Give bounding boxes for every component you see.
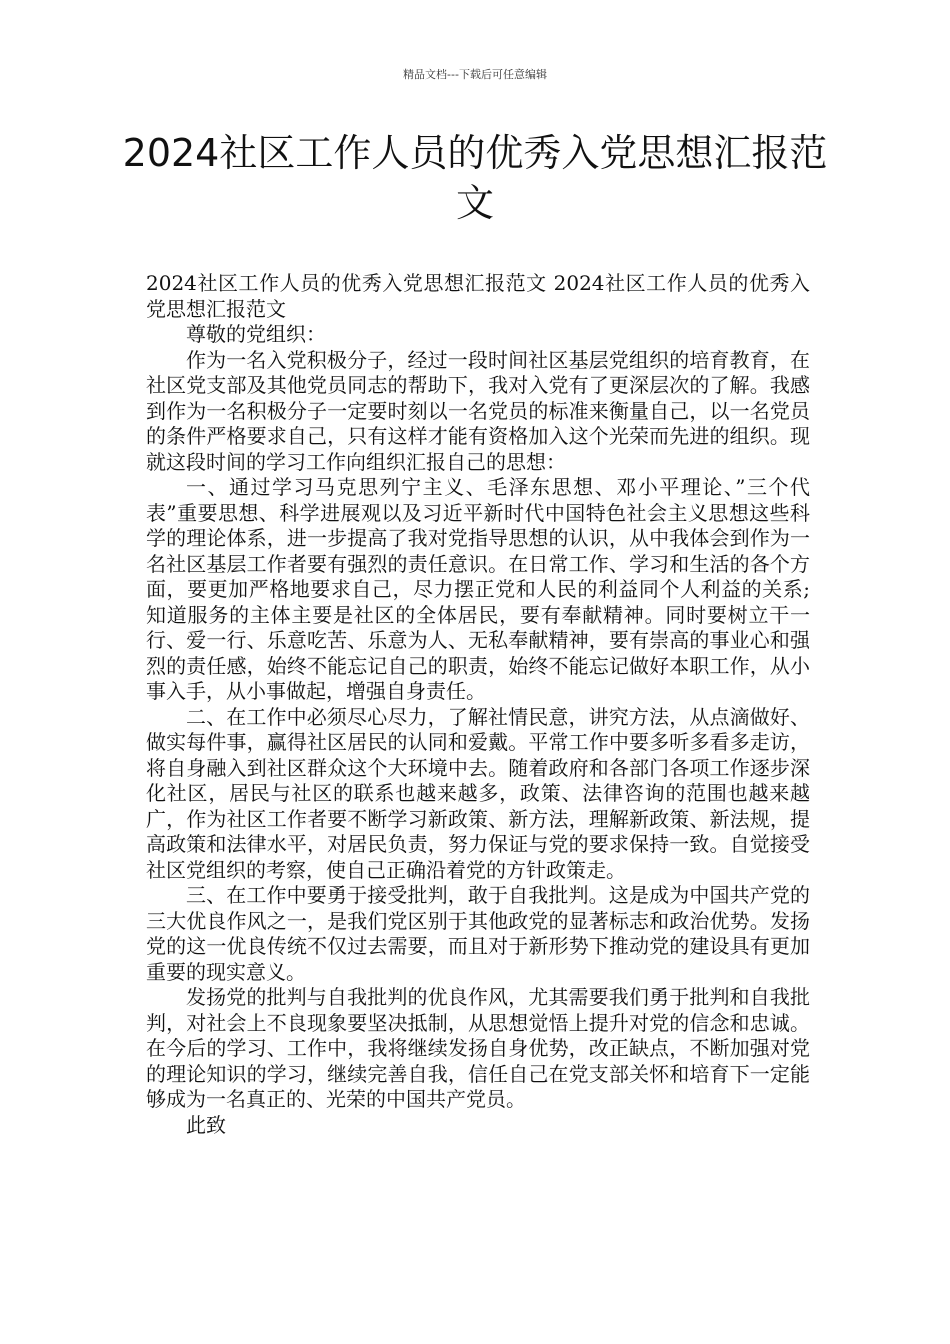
page-header: 精品文档---下载后可任意编辑 (403, 68, 547, 81)
body-paragraph: 一、通过学习马克思列宁主义、毛泽东思想、邓小平理论、”三个代表”重要思想、科学进展观以及习近平新时代中国特色社会主义思想这些科学的理论体系，进一步提高了我对党指导思想的认识，从中我体会到作为一名社区基层工作者要有强烈的责任意识。在日常工作、学习和生活的各个方面，要更加严格地要求自己，尽力摆正党和人民的利益同个人利益的关系;知道服务的主体主要是社区的全体居民，要有奉献精神。同时要树立干一行、爱一行、乐意吃苦、乐意为人、无私奉献精神，要有崇高的事业心和强烈的责任感，始终不能忘记自己的职责，始终不能忘记做好本职工作，从小事入手，从小事做起，增强自身责任。 (146, 475, 810, 703)
closing-line: 此致 (186, 1112, 226, 1137)
salutation: 尊敬的党组织： (186, 322, 326, 346)
document-body (146, 271, 810, 1138)
body-paragraph: 作为一名入党积极分子，经过一段时间社区基层党组织的培育教育，在社区党支部及其他党员同志的帮助下，我对入党有了更深层次的了解。我感到作为一名积极分子一定要时刻以一名党员的标准来衡量自己，以一名党员的条件严格要求自己，只有这样才能有资格加入这个光荣而先进的组织。现就这段时间的学习工作向组织汇报自己的思想： (146, 347, 810, 474)
body-paragraph: 二、在工作中必须尽心尽力，了解社情民意，讲究方法，从点滴做好、做实每件事，赢得社区居民的认同和爱戴。平常工作中要多听多看多走访，将自身融入到社区群众这个大环境中去。随着政府和各部门各项工作逐步深化社区，居民与社区的联系也越来越多，政策、法律咨询的范围也越来越广，作为社区工作者要不断学习新政策、新方法，理解新政策、新法规，提高政策和法律水平，对居民负责，努力保证与党的要求保持一致。自觉接受社区党组织的考察，使自己正确沿着党的方针政策走。 (146, 704, 810, 882)
intro-paragraph: 2024社区工作人员的优秀入党思想汇报范文 2024社区工作人员的优秀入党思想汇报范文 (146, 271, 810, 321)
body-paragraph: 三、在工作中要勇于接受批判，敢于自我批判。这是成为中国共产党的三大优良作风之一，是我们党区别于其他政党的显著标志和政治优势。发扬党的这一优良传统不仅过去需要，而且对于新形势下推动党的建设具有更加重要的现实意义。 (146, 883, 810, 984)
document-title: 2024社区工作人员的优秀入党思想汇报范文 (122, 131, 828, 225)
body-paragraph: 发扬党的批判与自我批判的优良作风，尤其需要我们勇于批判和自我批判，对社会上不良现象要坚决抵制，从思想觉悟上提升对党的信念和忠诚。在今后的学习、工作中，我将继续发扬自身优势，改正缺点，不断加强对党的理论知识的学习，继续完善自我，信任自己在党支部关怀和培育下一定能够成为一名真正的、光荣的中国共产党员。 (146, 985, 810, 1111)
